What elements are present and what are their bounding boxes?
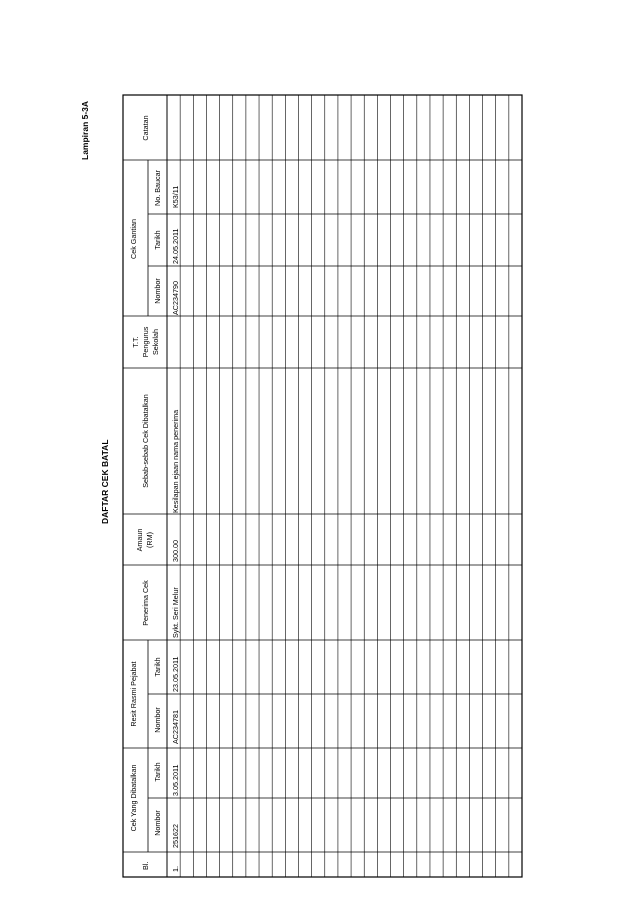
table-row (171, 186, 180, 872)
header-resit-group: Resit Rasmi Pejabat (129, 661, 138, 727)
cell-cek-nombor: 251622 (171, 824, 180, 848)
header-cek-group: Cek Yang Dibatalkan (129, 764, 138, 832)
cell-bil: 1. (171, 866, 180, 872)
table-grid (123, 95, 522, 877)
header-tt-pengurus: Pengurus (141, 326, 150, 358)
header-catatan: Catatan (141, 115, 150, 141)
header-amaun: Amaun (135, 528, 144, 552)
cell-ganti-baucar: K53/11 (171, 185, 180, 208)
table-border (123, 95, 522, 877)
header-resit-tarikh: Tarikh (153, 657, 162, 677)
document-title: DAFTAR CEK BATAL (100, 439, 110, 524)
cell-amaun: 300.00 (171, 540, 180, 562)
cell-cek-tarikh: 3.05.2011 (171, 764, 180, 796)
header-ganti-group: Cek Gantian (129, 219, 138, 259)
header-penerima-cek: Penerima Cek (141, 580, 150, 626)
header-tt-sekolah: Sekolah (151, 329, 160, 355)
cell-penerima: Sykt. Seri Melur (171, 587, 180, 638)
header-amaun-unit: (RM) (145, 532, 154, 548)
header-resit-nombor: Nombor (153, 707, 162, 733)
header-bil: Bl. (141, 861, 150, 870)
table-header (129, 115, 162, 870)
header-ganti-tarikh: Tarikh (153, 230, 162, 250)
header-ganti-nombor: Nombor (153, 278, 162, 304)
appendix-reference: Lampiran 5-3A (80, 100, 90, 160)
cell-resit-tarikh: 23.05.2011 (171, 656, 180, 692)
header-sebab: Sebab-sebab Cek Dibatalkan (141, 394, 150, 488)
cell-ganti-tarikh: 24.05.2011 (171, 228, 180, 264)
cell-ganti-nombor: AC234790 (171, 281, 180, 315)
header-cek-nombor: Nombor (153, 810, 162, 836)
header-tt: T.T. (131, 336, 140, 348)
cell-sebab: Kesilapan ejaan nama penerima (171, 409, 180, 513)
header-cek-tarikh: Tarikh (153, 762, 162, 782)
header-ganti-baucar: No. Baucar (153, 170, 162, 206)
cell-resit-nombor: AC234781 (171, 710, 180, 744)
